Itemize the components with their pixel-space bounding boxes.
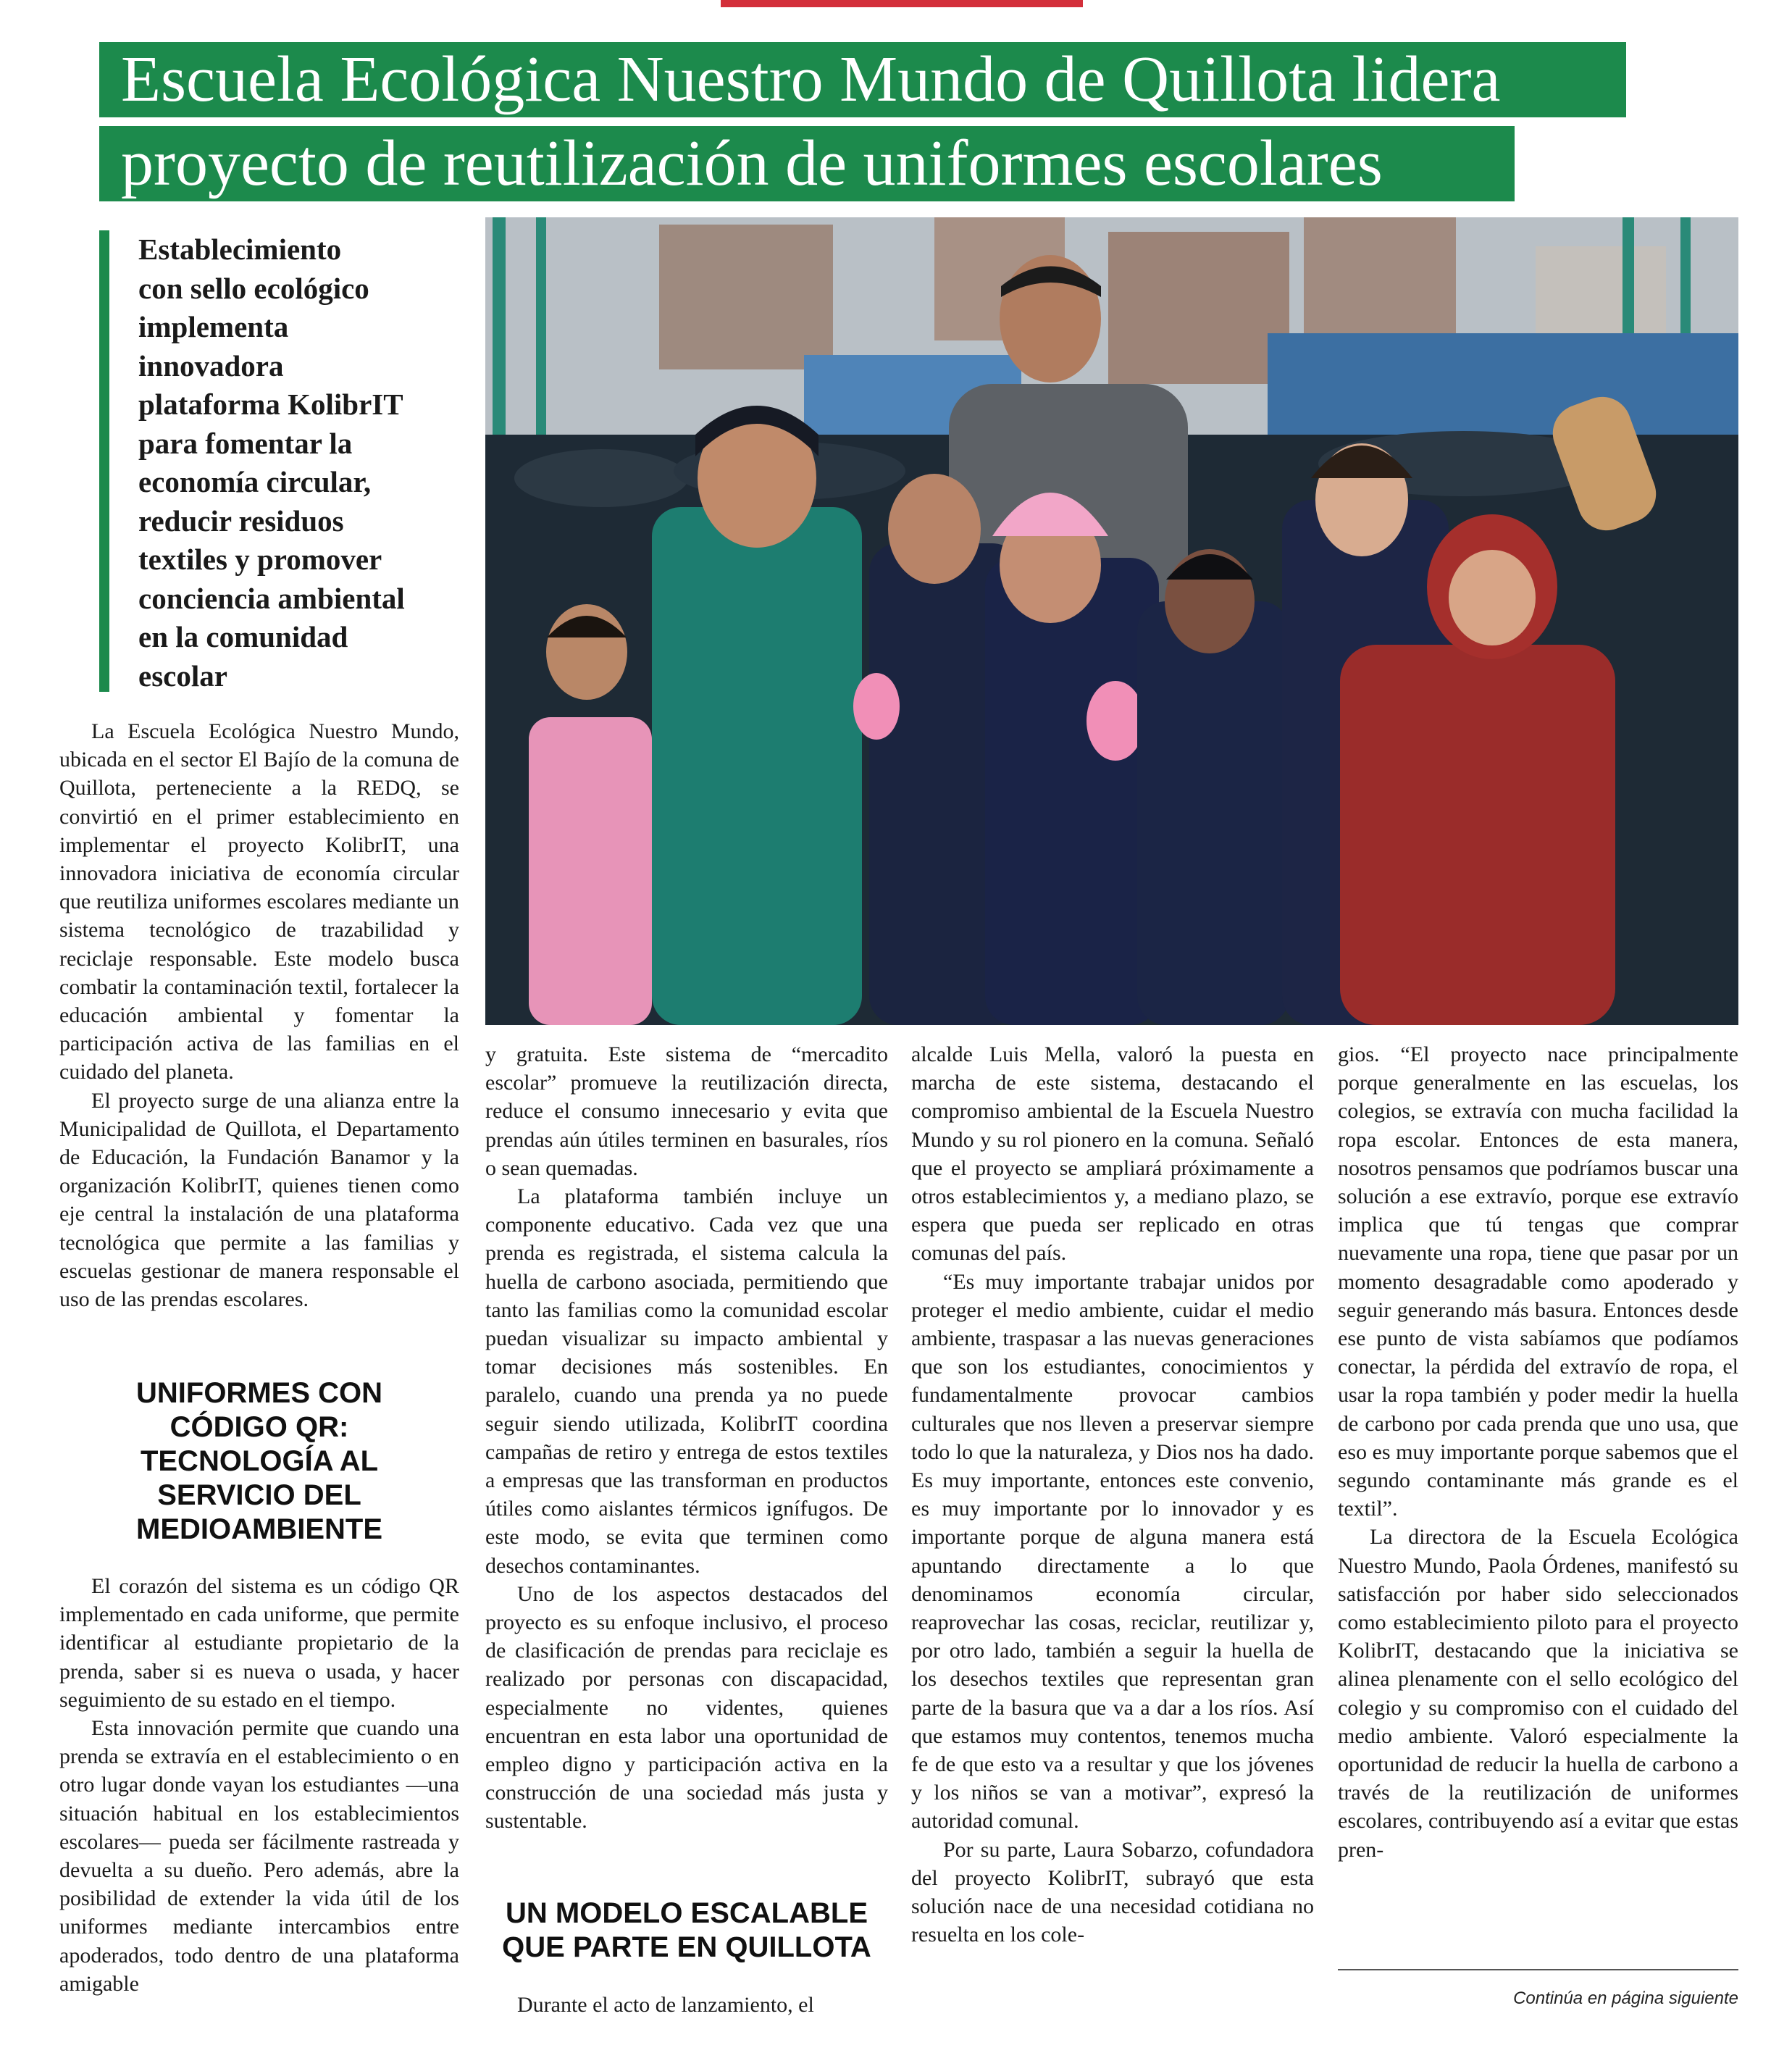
paragraph: gios. “El proyecto nace principalmente porque generalmente en las escuelas, los colegios, se extravía con mucha facilidad la ropa escolar. Entonces de esta manera, nosotros pensamos que podríamos buscar una solución a ese extravío, porque ese extravío implica que tú tengas que comprar nuevamente una ropa, tiene que pasar por un momento desagradable como apoderado y seguir generando más basura. Entonces desde ese punto de vista sabíamos que podíamos conectar, la pérdida del extravío de ropa, el usar la ropa también y poder medir la huella de carbono por cada prenda que uno usa, que eso es muy importante porque sabemos que el segundo contaminante más grande es el textil”. [1338,1042,1738,1521]
column-3 [911,1040,1314,1949]
paragraph: “Es muy importante trabajar unidos por proteger el medio ambiente, cuidar el medio ambiente, traspasar a las nuevas generaciones que son los estudiantes, conocimientos y fundamentalmente provocar cambios culturales que nos lleven a preservar siempre todo lo que la naturaleza, y Dios nos ha dado. Es muy importante, entonces este convenio, es muy importante por lo innovador y es importante porque de alguna manera está apuntando directamente a lo que denominamos economía circular, reaprovechar las cosas, reciclar, reutilizar y, por otro lado, también a seguir la huella de los desechos textiles que representan gran parte de la basura que va a dar a los ríos. Así que estamos muy contentos, tenemos mucha fe de que esto va a resultar y que los jóvenes y los niños se van a motivar”, expresó la autoridad comunal. [911,1269,1314,1834]
column-1-top [59,717,459,1313]
paragraph: La Escuela Ecológica Nuestro Mundo, ubicada en el sector El Bajío de la comuna de Quillota, perteneciente a la REDQ, se convirtió en el primer establecimiento en implementar el proyecto KolibrIT, una innovadora iniciativa de economía circular que reutiliza uniformes escolares mediante un sistema tecnológico de trazabilidad y reciclaje responsable. Este modelo busca combatir la contaminación textil, fortalecer la educación ambiental y fomentar la participación activa de las familias en el cuidado del planeta. [59,719,459,1084]
paragraph: Uno de los aspectos destacados del proyecto es su enfoque inclusivo, el proceso de clasificación de prendas para reciclaje es realizado por personas con discapacidad, especialmente no videntes, quienes encuentran en esta labor una oportunidad de empleo digno y participación activa en la construcción de una sociedad más justa y sustentable. [485,1581,888,1834]
article-deck [99,230,476,692]
footer-rule [1338,1969,1738,1970]
photo-illustration [485,217,1738,1025]
paragraph: Esta innovación permite que cuando una prenda se extravía en el establecimiento o en otro lugar donde vayan los estudiantes —una situación habitual en los establecimientos escolares— pueda ser fácilmente rastreada y devuelta a su dueño. Pero además, abre la posibilidad de extender la vida útil de los uniformes mediante intercambios entre apoderados, todo dentro de una plataforma amigable [59,1716,459,1996]
column-2-top [485,1040,888,1836]
column-1-bottom [59,1572,459,1998]
continued-note: Continúa en página siguiente [1513,1989,1738,2008]
column-4 [1338,1040,1738,1864]
paragraph: El corazón del sistema es un código QR implementado en cada uniforme, que permite identificar al estudiante propietario de la prenda, saber si es nueva o usada, y hacer seguimiento de su estado en el tiempo. [59,1574,459,1712]
top-accent-rule [721,0,1083,7]
paragraph: Durante el acto de lanzamiento, el [517,1993,814,2017]
paragraph: alcalde Luis Mella, valoró la puesta en marcha de este sistema, destacando el compromiso ambiental de la Escuela Nuestro Mundo y su rol pionero en la comuna. Señaló que el proyecto se ampliará próximamente a otros establecimientos y, a mediano plazo, se espera que pueda ser replicado en otras comunas del país. [911,1042,1314,1266]
article-photo [485,217,1738,1025]
subheading-qr: UNIFORMES CON CÓDIGO QR: TECNOLOGÍA AL SERVICIO DEL MEDIOAMBIENTE [136,1377,382,1545]
paragraph: El proyecto surge de una alianza entre la Municipalidad de Quillota, el Departamento de Educación, la Fundación Banamor y la organización KolibrIT, quienes tienen como eje central la instalación de una plataforma tecnológica que permite a las familias y escuelas gestionar de manera responsable el uso de las prendas escolares. [59,1088,459,1312]
deck-text: Establecimiento con sello ecológico implementa innovadora plataforma KolibrIT para fomentar la economía circular, reducir residuos textiles y promover conciencia ambiental en la comunidad escolar [138,233,405,693]
paragraph: La plataforma también incluye un componente educativo. Cada vez que una prenda es registrada, el sistema calcula la huella de carbono asociada, permitiendo que tanto las familias como la comunidad escolar puedan visualizar su impacto ambiental y tomar decisiones más sostenibles. En paralelo, cuando una prenda ya no puede seguir siendo utilizada, KolibrIT coordina campañas de retiro y entrega de estos textiles a empresas que las transforman en productos útiles como aislantes térmicos ignífugos. De este modo, se evita que terminen como desechos contaminantes. [485,1184,888,1578]
headline-line-2: proyecto de reutilización de uniformes escolares [99,126,1515,201]
column-2-bottom [485,1991,888,2019]
paragraph: La directora de la Escuela Ecológica Nuestro Mundo, Paola Órdenes, manifestó su satisfacción por haber sido seleccionados como establecimiento piloto para el proyecto KolibrIT, destacando que la iniciativa se alinea plenamente con el sello ecológico del colegio y su compromiso con el cuidado del medio ambiente. Valoró especialmente la oportunidad de reducir la huella de carbono a través de la reutilización de uniformes escolares, contribuyendo así a evitar que estas pren- [1338,1525,1738,1862]
headline-line-1: Escuela Ecológica Nuestro Mundo de Quillota lidera [99,42,1626,117]
subheading-modelo-escalable: UN MODELO ESCALABLE QUE PARTE EN QUILLOTA [502,1897,871,1963]
paragraph: y gratuita. Este sistema de “mercadito escolar” promueve la reutilización directa, reduce el consumo innecesario y evita que prendas aún útiles terminen en basurales, ríos o sean quemadas. [485,1042,888,1180]
paragraph: Por su parte, Laura Sobarzo, cofundadora del proyecto KolibrIT, subrayó que esta solución nace de una necesidad cotidiana no resuelta en los cole- [911,1837,1314,1947]
